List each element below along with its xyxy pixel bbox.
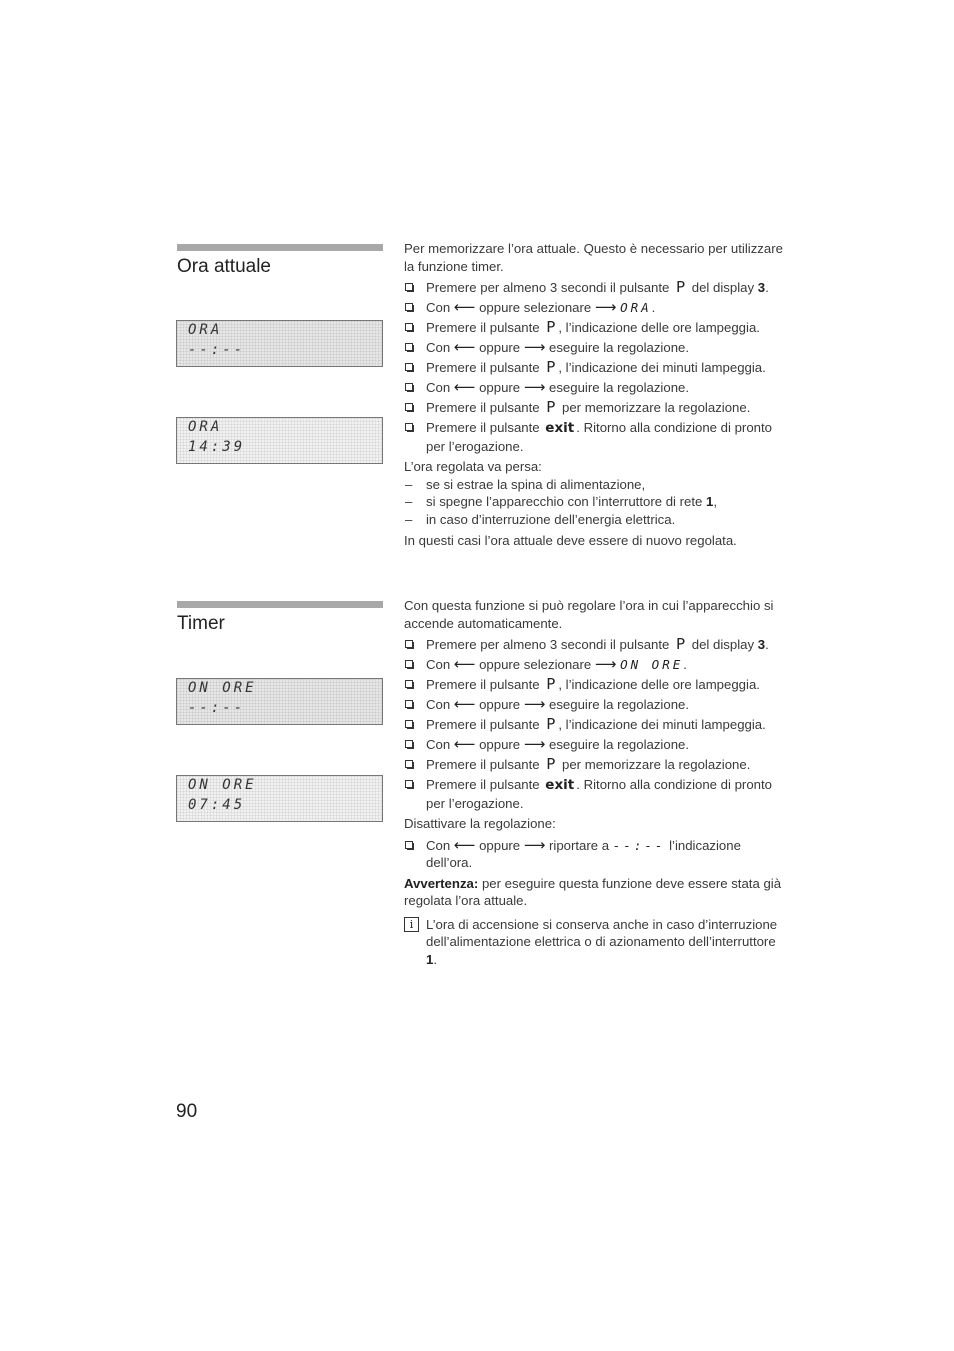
checkbox-icon	[405, 363, 413, 371]
step-item: Con ⟵ oppure selezionare ⟶ ON ORE.	[404, 656, 784, 674]
section-divider	[177, 601, 383, 608]
right-arrow-icon: ⟶	[594, 656, 617, 673]
checkbox-icon	[405, 343, 413, 351]
info-icon: i	[404, 917, 419, 932]
right-arrow-icon: ⟶	[523, 736, 546, 753]
lost-item: – in caso d’interruzione dell’energia elettrica.	[405, 511, 676, 527]
lcd-line-1: ON ORE	[188, 777, 257, 793]
segment-text: --:--	[612, 837, 666, 853]
intro-text: Per memorizzare l’ora attuale. Questo è necessario per utilizzare la funzione timer.	[404, 241, 783, 274]
ora-instructions	[404, 240, 784, 554]
checkbox-icon	[405, 700, 413, 708]
p-button-icon: P	[676, 278, 686, 296]
lcd-display-timer-set	[176, 775, 383, 822]
steps-list	[404, 636, 784, 812]
step-item: Con ⟵ oppure selezionare ⟶ ORA.	[404, 299, 784, 317]
step-item: Premere il pulsante P per memorizzare la regolazione.	[404, 756, 784, 774]
section-title-ora: Ora attuale	[177, 256, 271, 277]
p-button-icon: P	[546, 318, 556, 336]
left-arrow-icon: ⟵	[453, 339, 476, 356]
exit-button-icon: exit	[545, 777, 575, 793]
lost-list	[404, 476, 784, 529]
right-arrow-icon: ⟶	[523, 836, 546, 854]
checkbox-icon	[405, 780, 413, 788]
left-arrow-icon: ⟵	[453, 656, 476, 673]
step-item: Premere per almeno 3 secondi il pulsante P del display 3.	[404, 279, 784, 297]
intro-text: Con questa funzione si può regolare l’ora in cui l’apparecchio si accende automaticamente.	[404, 598, 774, 631]
left-arrow-icon: ⟵	[453, 299, 476, 316]
p-button-icon: P	[676, 635, 686, 653]
segment-text: ON ORE	[620, 657, 684, 672]
checkbox-icon	[405, 760, 413, 768]
lcd-line-2: 14:39	[188, 439, 246, 455]
step-item: Premere il pulsante P per memorizzare la regolazione.	[404, 399, 784, 417]
step-item: Premere il pulsante P , l’indicazione dei minuti lampeggia.	[404, 716, 784, 734]
step-item: Con ⟵ oppure ⟶ eseguire la regolazione.	[404, 696, 784, 714]
p-button-icon: P	[546, 398, 556, 416]
steps-list	[404, 279, 784, 455]
checkbox-icon	[405, 680, 413, 688]
step-item: Premere il pulsante exit . Ritorno alla condizione di pronto per l’erogazione.	[404, 419, 784, 455]
segment-text: ORA	[620, 300, 652, 315]
outro-text: In questi casi l’ora attuale deve essere di nuovo regolata.	[404, 533, 737, 548]
checkbox-icon	[405, 841, 413, 849]
step-item: Con ⟵ oppure ⟶ eseguire la regolazione.	[404, 736, 784, 754]
p-button-icon: P	[546, 358, 556, 376]
checkbox-icon	[405, 660, 413, 668]
checkbox-icon	[405, 740, 413, 748]
left-arrow-icon: ⟵	[453, 379, 476, 396]
disable-intro: Disattivare la regolazione:	[404, 816, 556, 831]
checkbox-icon	[405, 283, 413, 291]
step-item: Con ⟵ oppure ⟶ eseguire la regolazione.	[404, 379, 784, 397]
lcd-line-2: --:--	[188, 342, 246, 358]
exit-button-icon: exit	[545, 420, 575, 436]
checkbox-icon	[405, 403, 413, 411]
step-item: Con ⟵ oppure ⟶ riportare a --:-- l’indicazione dell’ora.	[404, 837, 784, 872]
step-item: Premere il pulsante P , l’indicazione delle ore lampeggia.	[404, 319, 784, 337]
left-arrow-icon: ⟵	[453, 696, 476, 713]
checkbox-icon	[405, 383, 413, 391]
step-item: Premere il pulsante exit . Ritorno alla condizione di pronto per l’erogazione.	[404, 776, 784, 812]
section-title-timer: Timer	[177, 613, 225, 634]
section-divider	[177, 244, 383, 251]
p-button-icon: P	[546, 715, 556, 733]
timer-instructions	[404, 597, 784, 968]
checkbox-icon	[405, 720, 413, 728]
checkbox-icon	[405, 323, 413, 331]
lost-item: – si spegne l’apparecchio con l’interruttore di rete 1,	[405, 494, 718, 509]
checkbox-icon	[405, 423, 413, 431]
right-arrow-icon: ⟶	[523, 696, 546, 713]
info-note: i L’ora di accensione si conserva anche in caso d’interruzione dell’alimentazione elettrica o di azionamento dell’interruttore 1.	[404, 916, 784, 969]
left-arrow-icon: ⟵	[453, 736, 476, 753]
lcd-display-timer-empty	[176, 678, 383, 725]
step-item: Premere il pulsante P , l’indicazione delle ore lampeggia.	[404, 676, 784, 694]
page-number: 90	[176, 1101, 198, 1122]
disable-steps	[404, 837, 784, 872]
p-button-icon: P	[546, 755, 556, 773]
checkbox-icon	[405, 303, 413, 311]
step-item: Con ⟵ oppure ⟶ eseguire la regolazione.	[404, 339, 784, 357]
lcd-display-ora-set	[176, 417, 383, 464]
step-item: Premere per almeno 3 secondi il pulsante P del display 3.	[404, 636, 784, 654]
lcd-display-ora-empty	[176, 320, 383, 367]
left-arrow-icon: ⟵	[453, 836, 476, 854]
right-arrow-icon: ⟶	[523, 339, 546, 356]
lcd-line-1: ORA	[188, 322, 223, 338]
right-arrow-icon: ⟶	[594, 299, 617, 316]
warning-label: Avvertenza:	[404, 875, 479, 891]
lcd-line-2: --:--	[188, 700, 246, 716]
p-button-icon: P	[546, 675, 556, 693]
checkbox-icon	[405, 640, 413, 648]
lcd-line-1: ORA	[188, 419, 223, 435]
right-arrow-icon: ⟶	[523, 379, 546, 396]
lost-item: – se si estrae la spina di alimentazione,	[405, 476, 646, 492]
lost-intro: L’ora regolata va persa:	[404, 459, 542, 474]
step-item: Premere il pulsante P , l’indicazione dei minuti lampeggia.	[404, 359, 784, 377]
lcd-line-2: 07:45	[188, 797, 246, 813]
lcd-line-1: ON ORE	[188, 680, 257, 696]
warning-note: Avvertenza: per eseguire questa funzione deve essere stata già regolata l’ora attuale.	[404, 875, 782, 908]
